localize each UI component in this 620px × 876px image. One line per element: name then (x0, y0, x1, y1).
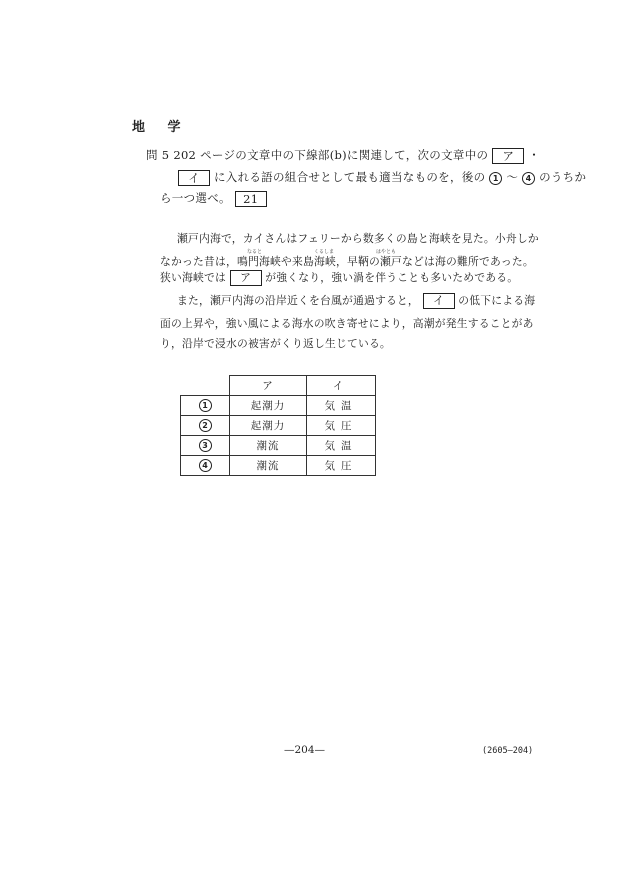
place-kurushima: 来島 (291, 255, 314, 268)
choices-table (180, 375, 376, 476)
header-i: イ (307, 376, 376, 396)
cell-i: 気温 (307, 396, 376, 416)
exam-code: (2605—204) (482, 746, 534, 756)
ruby-naruto: なると (247, 249, 263, 255)
place-naruto: 鳴門 (236, 255, 259, 268)
subject-heading: 地 学 (132, 120, 190, 135)
cell-a: 潮流 (230, 436, 307, 456)
choice-2: 2 (199, 419, 212, 432)
answer-number-box: 21 (235, 191, 267, 207)
choice-1: 1 (199, 399, 212, 412)
page-number: —204— (284, 744, 326, 756)
table-row (181, 436, 376, 456)
passage-line-3 (160, 270, 518, 286)
passage-text: の低下による海 (458, 294, 536, 307)
question-line-3 (160, 190, 267, 207)
ruby-kurushima: くるしま (314, 249, 335, 255)
blank-box-i: イ (178, 170, 210, 186)
passage-line-6: り，沿岸で浸水の被害がくり返し生じている。 (160, 337, 391, 350)
cell-a: 起潮力 (230, 396, 307, 416)
cell-a: 潮流 (230, 456, 307, 476)
table-row (181, 416, 376, 436)
passage-line-4 (177, 293, 535, 309)
cell-a: 起潮力 (230, 416, 307, 436)
passage-text: なかった昔は， (160, 255, 237, 268)
table-corner (181, 376, 230, 396)
passage-line-5: 面の上昇や，強い風による海水の吹き寄せにより，高潮が発生することがあ (160, 317, 534, 330)
question-line-2 (178, 169, 586, 186)
blank-box-i-inline: イ (423, 293, 455, 309)
table-header-row (181, 376, 376, 396)
passage-text: の瀬戸などは海の難所であった。 (368, 255, 534, 268)
cell-i: 気温 (307, 436, 376, 456)
question-text-3: ら一つ選べ。 (160, 191, 231, 205)
ruby-hayatomo: はやとも (376, 249, 397, 255)
cell-i: 気圧 (307, 416, 376, 436)
passage-text: 狭い海峡では (160, 271, 226, 284)
blank-box-a: ア (492, 148, 524, 164)
question-text-2: に入れる語の組合せとして最も適当なものを，後の (213, 170, 486, 184)
passage-text: 海峡， (313, 255, 347, 268)
passage-text: また，瀬戸内海の沿岸近くを台風が通過すると， (177, 294, 419, 307)
question-line-1 (146, 147, 540, 164)
question-prefix: 問 5 202 ページの文章中の下線部(b)に関連して，次の文章中の (146, 148, 489, 162)
header-a: ア (230, 376, 307, 396)
cell-i: 気圧 (307, 456, 376, 476)
blank-box-a-inline: ア (230, 270, 262, 286)
table-row (181, 396, 376, 416)
passage-line-1: 瀬戸内海で，カイさんはフェリーから数多くの島と海峡を見た。小舟しか (177, 232, 539, 245)
separator: ・ (528, 148, 541, 162)
choice-1-circle: 1 (489, 172, 502, 185)
question-text-2-end: のうちか (539, 170, 587, 184)
passage-text: 海峡や (258, 255, 292, 268)
passage-line-2 (160, 254, 534, 269)
choice-4-circle: 4 (522, 172, 535, 185)
choice-4: 4 (199, 459, 212, 472)
place-hayatomo: 早鞆 (346, 255, 369, 268)
choice-3: 3 (199, 439, 212, 452)
range-separator: ～ (506, 170, 519, 184)
passage-text: が強くなり，強い渦を伴うことも多いためである。 (265, 271, 519, 284)
table-row (181, 456, 376, 476)
